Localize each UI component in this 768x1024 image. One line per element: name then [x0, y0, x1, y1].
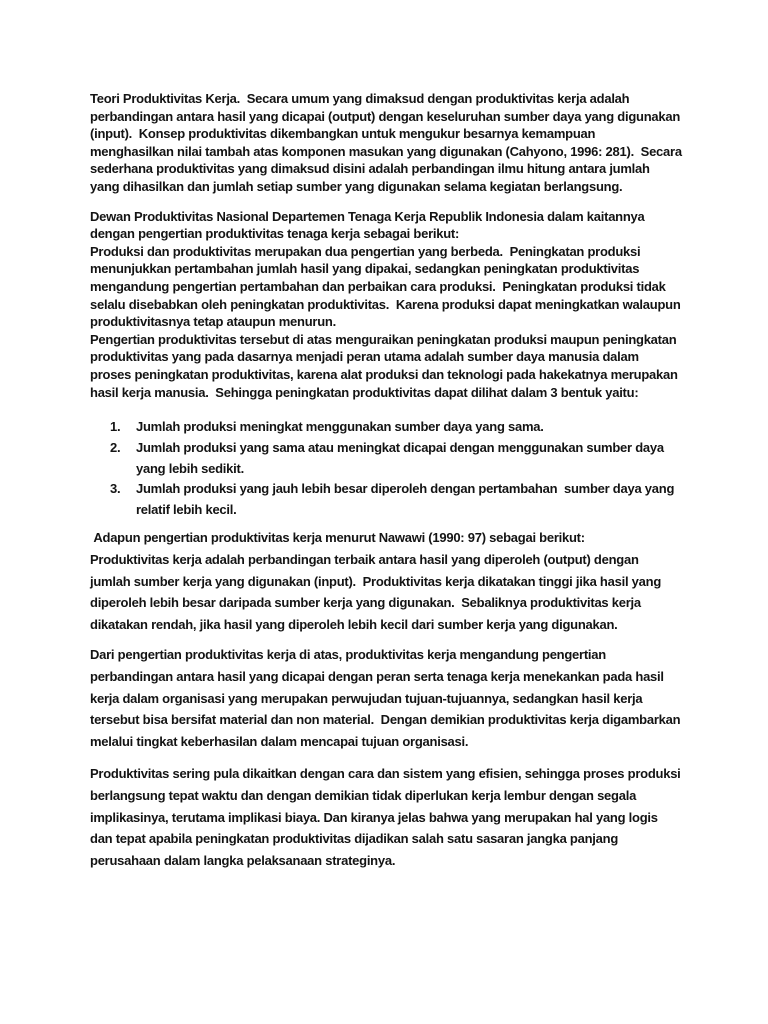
paragraph-produktivitas-efisien: Produktivitas sering pula dikaitkan dengan cara dan sistem yang efisien, sehingga proses produksi berlangsung tepat waktu dan dengan demikian tidak diperlukan kerja lembur dengan segala implikasinya, terutama implikasi biaya. Dan kiranya jelas bahwa yang merupakan hal yang logis dan tepat apabila peningkatan produktivitas dijadikan salah satu sasaran jangka panjang perusahaan dalam langka pelaksanaan strateginya. [90, 766, 684, 869]
list-item-number: 1. [110, 419, 121, 435]
paragraph-nawawi-lead: Adapun pengertian produktivitas kerja menurut Nawawi (1990: 97) sebagai berikut: [90, 530, 585, 546]
list-item-number: 2. [110, 439, 121, 455]
paragraph-dari-pengertian: Dari pengertian produktivitas kerja di atas, produktivitas kerja mengandung pengertian perbandingan antara hasil yang dicapai dengan peran serta tenaga kerja menekankan pada hasil kerja dalam organisasi yang merupakan perwujudan tujuan-tujuannya, sedangkan hasil kerja tersebut bisa bersifat material dan non material. Dengan demikian produktivitas kerja digambarkan melalui tingkat keberhasilan dalam mencapai tujuan organisasi. [90, 647, 684, 750]
list-item-text: Jumlah produksi yang jauh lebih besar diperoleh dengan pertambahan sumber daya yang relatif lebih kecil. [136, 481, 678, 518]
list-item-text: Jumlah produksi meningkat menggunakan sumber daya yang sama. [136, 419, 544, 435]
list-item-text: Jumlah produksi yang sama atau meningkat dicapai dengan menggunakan sumber daya yang lebih sedikit. [136, 439, 668, 476]
paragraph-dewan-produktivitas-lead: Dewan Produktivitas Nasional Departemen Tenaga Kerja Republik Indonesia dalam kaitannya dengan pengertian produktivitas tenaga kerja sebagai berikut: [90, 208, 648, 242]
productivity-forms-list [90, 417, 682, 521]
paragraph-produksi-dan-produktivitas: Produksi dan produktivitas merupakan dua pengertian yang berbeda. Peningkatan produksi menunjukkan pertambahan jumlah hasil yang dipakai, sedangkan peningkatan produktivitas mengandung pengertian pertambahan dan perbaikan cara produksi. Peningkatan produksi tidak selalu disebabkan oleh peningkatan produktivitas. Karena produksi dapat meningkatkan walaupun produktivitasnya tetap ataupun menurun. [90, 243, 684, 330]
list-item-3 [110, 479, 682, 521]
list-item-1 [110, 417, 682, 438]
paragraph-pengertian-produktivitas: Pengertian produktivitas tersebut di atas menguraikan peningkatan produksi maupun peningkatan produktivitas yang pada dasarnya menjadi peran utama adalah sumber daya manusia dalam proses peningkatan produktivitas, karena alat produksi dan teknologi pada hakekatnya merupakan hasil kerja manusia. Sehingga peningkatan produktivitas dapat dilihat dalam 3 bentuk yaitu: [90, 331, 682, 400]
paragraph-teori-produktivitas: Teori Produktivitas Kerja. Secara umum yang dimaksud dengan produktivitas kerja adalah perbandingan antara hasil yang dicapai (output) dengan keseluruhan sumber daya yang digunakan (input). Konsep produktivitas dikembangkan untuk mengukur besarnya kemampuan menghasilkan nilai tambah atas komponen masukan yang digunakan (Cahyono, 1996: 281). Secara sederhana produktivitas yang dimaksud disini adalah perbandingan ilmu hitung antara jumlah yang dihasilkan dan jumlah setiap sumber yang digunakan selama kegiatan berlangsung. [90, 91, 686, 194]
paragraph-nawawi-definition: Produktivitas kerja adalah perbandingan terbaik antara hasil yang diperoleh (output) dengan jumlah sumber kerja yang digunakan (input). Produktivitas kerja dikatakan tinggi jika hasil yang diperoleh lebih besar daripada sumber kerja yang digunakan. Sebaliknya produktivitas kerja dikatakan rendah, jika hasil yang diperoleh lebih kecil dari sumber kerja yang digunakan. [90, 551, 665, 633]
list-item-2 [110, 438, 682, 480]
list-item-number: 3. [110, 481, 121, 497]
